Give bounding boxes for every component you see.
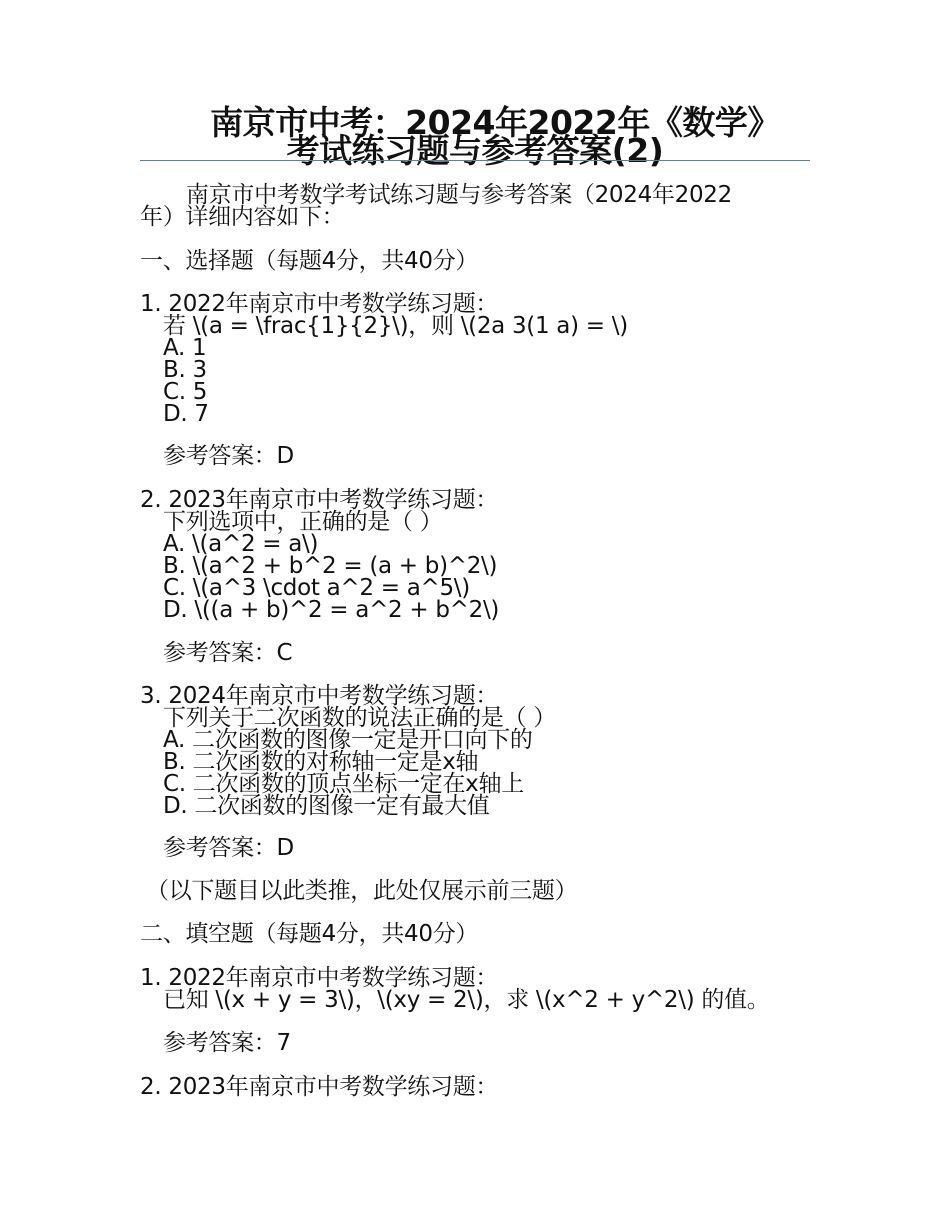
intro-line-1: 南京市中考数学考试练习题与参考答案（2024年2022 (186, 182, 732, 208)
question-1-stem: 若 \(a = \frac{1}{2}\)，则 \(2a 3(1 a) = \) (163, 313, 628, 339)
title-line-2: 考试练习题与参考答案(2) (286, 131, 664, 170)
section-1-heading: 一、选择题（每题4分，共40分） (140, 248, 479, 274)
question-3-option-d: D. 二次函数的图像一定有最大值 (163, 793, 490, 819)
title-underline (140, 160, 810, 161)
question-3-answer: 参考答案：D (163, 835, 294, 861)
question-3-title: 3. 2024年南京市中考数学练习题： (140, 683, 499, 709)
page-title (140, 103, 810, 170)
title-line-1: 南京市中考：2024年2022年《数学》 (210, 103, 780, 142)
question-3-option-b: B. 二次函数的对称轴一定是x轴 (163, 749, 479, 775)
question-2-option-c: C. \(a^3 \cdot a^2 = a^5\) (163, 575, 470, 601)
question-2-option-a: A. \(a^2 = a\) (163, 531, 319, 557)
question-1-option-c: C. 5 (163, 379, 208, 405)
fill-question-2-title: 2. 2023年南京市中考数学练习题： (140, 1074, 499, 1100)
question-3-option-c: C. 二次函数的顶点坐标一定在x轴上 (163, 771, 524, 797)
question-1-answer: 参考答案：D (163, 443, 294, 469)
section-2-heading: 二、填空题（每题4分，共40分） (140, 921, 479, 947)
question-1-option-a: A. 1 (163, 335, 207, 361)
fill-question-1-title: 1. 2022年南京市中考数学练习题： (140, 965, 499, 991)
fill-question-1-stem: 已知 \(x + y = 3\)，\(xy = 2\)，求 \(x^2 + y^2\) 的值。 (163, 987, 770, 1013)
question-1-option-b: B. 3 (163, 357, 207, 383)
question-2-stem: 下列选项中，正确的是（ ） (163, 509, 443, 535)
question-1-option-d: D. 7 (163, 401, 209, 427)
question-3-stem: 下列关于二次函数的说法正确的是（ ） (163, 705, 556, 731)
question-1-title: 1. 2022年南京市中考数学练习题： (140, 291, 499, 317)
section-1-note: （以下题目以此类推，此处仅展示前三题） (146, 878, 578, 904)
question-3-option-a: A. 二次函数的图像一定是开口向下的 (163, 727, 533, 753)
question-2-option-d: D. \((a + b)^2 = a^2 + b^2\) (163, 597, 500, 623)
question-2-title: 2. 2023年南京市中考数学练习题： (140, 487, 499, 513)
question-2-option-b: B. \(a^2 + b^2 = (a + b)^2\) (163, 553, 498, 579)
intro-line-2: 年）详细内容如下： (140, 204, 345, 230)
fill-question-1-answer: 参考答案：7 (163, 1030, 291, 1056)
question-2-answer: 参考答案：C (163, 640, 293, 666)
